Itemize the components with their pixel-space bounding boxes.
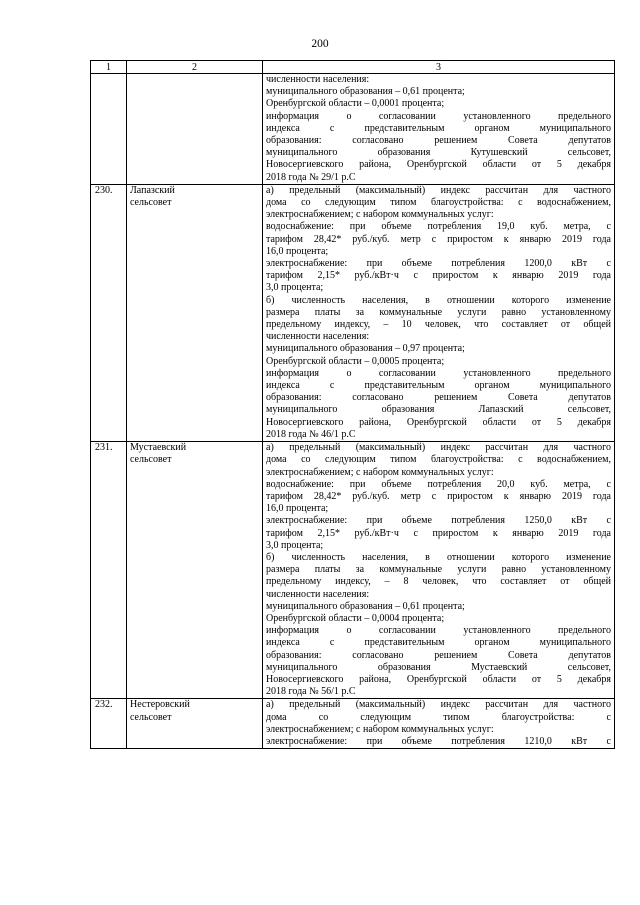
description-line: 16,0 процента;: [266, 503, 329, 515]
settlement-name: [127, 184, 263, 441]
table-row: [91, 184, 615, 441]
description-line: индекса с представительным органом муниципального: [266, 122, 611, 134]
description-line: электроснабжением; с набором коммунальных услуг:: [266, 209, 494, 221]
description-line: Оренбургской области – 0,0005 процента;: [266, 355, 445, 367]
table-header-row: [91, 61, 615, 74]
description-line: б) численность населения, в отношении которого изменение: [266, 551, 611, 563]
description-line: информация о согласовании установленного предельного: [266, 110, 611, 122]
column-header-name: 2: [127, 61, 263, 74]
index-description: [263, 74, 615, 185]
row-number: 232.: [91, 699, 127, 749]
description-line: 16,0 процента;: [266, 245, 329, 257]
tariff-table: [90, 60, 615, 749]
description-line: Новосергиевского района, Оренбургской области от 5 декабря: [266, 159, 611, 171]
description-line: 2018 года № 29/1 р.С: [266, 171, 356, 183]
description-line: электроснабжение: при объеме потребления 1200,0 кВт с: [266, 258, 611, 270]
description-line: размера платы за коммунальные услуги равно установленному: [266, 306, 611, 318]
description-line: предельному индексу, – 10 человек, что составляет от общей: [266, 319, 611, 331]
row-number: 230.: [91, 184, 127, 441]
settlement-name-line: Лапазский: [130, 184, 175, 196]
description-line: муниципального образования Кутушевский сельсовет,: [266, 147, 611, 159]
description-line: дома со следующим типом благоустройства: с: [266, 711, 611, 723]
description-line: Новосергиевского района, Оренбургской области от 5 декабря: [266, 416, 611, 428]
description-line: тарифом 2,15* руб./кВт·ч с приростом к январю 2019 года: [266, 270, 611, 282]
table-row: [91, 74, 615, 185]
table-row: [91, 442, 615, 699]
description-line: образования: согласовано решением Совета депутатов: [266, 649, 611, 661]
description-line: а) предельный (максимальный) индекс рассчитан для частного: [266, 699, 611, 711]
settlement-name-line: Нестеровский: [130, 699, 190, 711]
description-line: размера платы за коммунальные услуги равно установленному: [266, 564, 611, 576]
settlement-name-line: сельсовет: [130, 454, 172, 466]
description-line: индекса с представительным органом муниципального: [266, 637, 611, 649]
description-line: 2018 года № 46/1 р.С: [266, 428, 356, 440]
description-line: 3,0 процента;: [266, 539, 324, 551]
description-line: образования: согласовано решением Совета депутатов: [266, 392, 611, 404]
description-line: водоснабжение: при объеме потребления 20,0 куб. метра, с: [266, 478, 611, 490]
description-line: а) предельный (максимальный) индекс рассчитан для частного: [266, 184, 611, 196]
description-line: электроснабжение: при объеме потребления 1210,0 кВт с: [266, 735, 611, 747]
description-line: численности населения:: [266, 74, 370, 85]
settlement-name-line: сельсовет: [130, 197, 172, 209]
description-line: электроснабжение: при объеме потребления 1250,0 кВт с: [266, 515, 611, 527]
description-line: электроснабжением; с набором коммунальных услуг:: [266, 723, 494, 735]
description-line: муниципального образования – 0,61 процента;: [266, 600, 465, 612]
description-line: муниципального образования Мустаевский сельсовет,: [266, 661, 611, 673]
settlement-name: [127, 442, 263, 699]
description-line: муниципального образования – 0,97 процента;: [266, 343, 465, 355]
index-description: [263, 442, 615, 699]
description-line: а) предельный (максимальный) индекс рассчитан для частного: [266, 442, 611, 454]
settlement-name: [127, 74, 263, 185]
description-line: тарифом 28,42* руб./куб. метр с приростом к январю 2019 года: [266, 490, 611, 502]
description-line: численности населения:: [266, 331, 370, 343]
settlement-name: [127, 699, 263, 749]
description-line: электроснабжением; с набором коммунальных услуг:: [266, 466, 494, 478]
description-line: предельному индексу, – 8 человек, что составляет от общей: [266, 576, 611, 588]
table-row: [91, 699, 615, 749]
row-number: 231.: [91, 442, 127, 699]
column-header-description: 3: [263, 61, 615, 74]
description-line: б) численность населения, в отношении которого изменение: [266, 294, 611, 306]
description-line: Оренбургской области – 0,0001 процента;: [266, 98, 445, 110]
description-line: муниципального образования – 0,61 процента;: [266, 86, 465, 98]
description-line: информация о согласовании установленного предельного: [266, 367, 611, 379]
description-line: образования: согласовано решением Совета депутатов: [266, 135, 611, 147]
description-line: индекса с представительным органом муниципального: [266, 380, 611, 392]
row-number: [91, 74, 127, 185]
index-description: [263, 699, 615, 749]
description-line: дома со следующим типом благоустройства: с водоснабжением,: [266, 454, 611, 466]
description-line: 3,0 процента;: [266, 282, 324, 294]
description-line: муниципального образования Лапазский сельсовет,: [266, 404, 611, 416]
description-line: 2018 года № 56/1 р.С: [266, 686, 356, 698]
description-line: численности населения:: [266, 588, 370, 600]
index-description: [263, 184, 615, 441]
description-line: информация о согласовании установленного предельного: [266, 625, 611, 637]
column-header-number: 1: [91, 61, 127, 74]
description-line: водоснабжение: при объеме потребления 19,0 куб. метра, с: [266, 221, 611, 233]
description-line: тарифом 28,42* руб./куб. метр с приростом к январю 2019 года: [266, 233, 611, 245]
description-line: тарифом 2,15* руб./кВт·ч с приростом к январю 2019 года: [266, 527, 611, 539]
settlement-name-line: сельсовет: [130, 711, 172, 723]
description-line: Новосергиевского района, Оренбургской области от 5 декабря: [266, 673, 611, 685]
settlement-name-line: Мустаевский: [130, 442, 187, 454]
page-number: 200: [311, 38, 329, 50]
description-line: Оренбургской области – 0,0004 процента;: [266, 612, 445, 624]
description-line: дома со следующим типом благоустройства: с водоснабжением,: [266, 197, 611, 209]
